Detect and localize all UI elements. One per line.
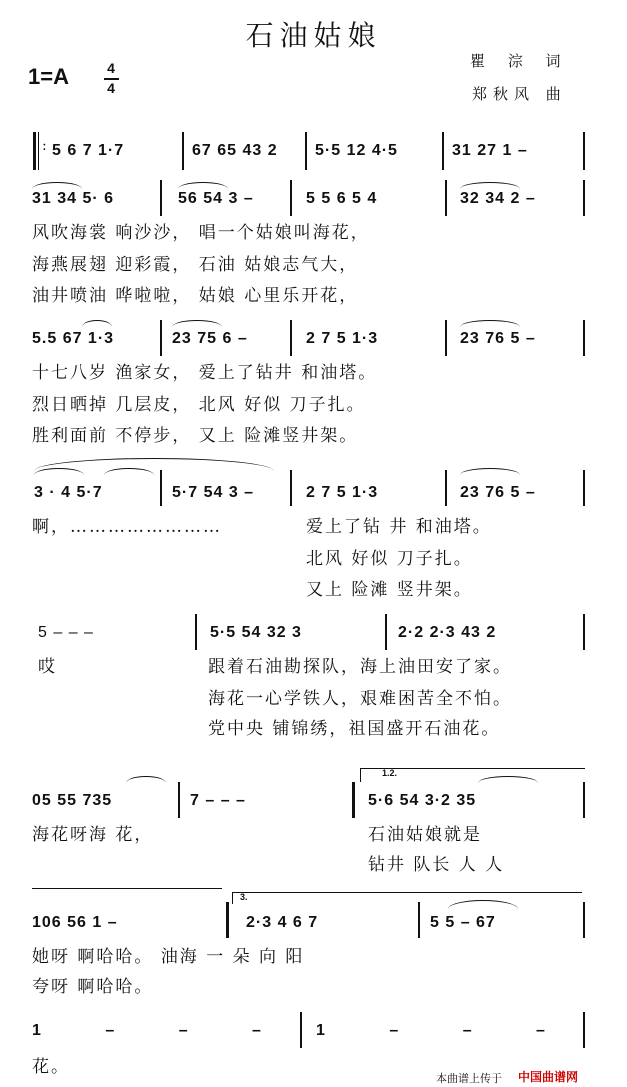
measure: 1 – – – — [32, 1022, 291, 1039]
slur — [460, 182, 520, 189]
measure: 5 5 – 67 — [430, 914, 496, 931]
slur — [34, 468, 84, 475]
slur — [448, 900, 518, 909]
slur — [478, 776, 538, 783]
barline — [442, 132, 444, 170]
barline — [583, 614, 585, 650]
barline — [290, 320, 292, 356]
site-logo[interactable]: 中国曲谱网 — [518, 1070, 579, 1084]
composer-credit: 郑秋风 曲 — [472, 85, 567, 103]
volta-bracket — [232, 892, 582, 893]
barline — [583, 180, 585, 216]
slur — [126, 776, 166, 783]
slur — [104, 468, 154, 475]
measure: 5·5 54 32 3 — [210, 624, 302, 641]
measure: 31 34 5· 6 — [32, 190, 115, 207]
measure: 106 56 1 – — [32, 914, 118, 931]
lyric-line: 海花呀海 花， — [32, 825, 154, 845]
measure: 2 7 5 1·3 — [306, 330, 379, 347]
measure: 56 54 3 – — [178, 190, 254, 207]
barline — [418, 902, 420, 938]
barline — [300, 1012, 302, 1048]
slur — [32, 182, 82, 189]
barline — [195, 614, 197, 650]
barline — [445, 320, 447, 356]
barline — [305, 132, 307, 170]
key-signature: 1=A — [28, 64, 69, 89]
volta-label: 3. — [240, 892, 248, 902]
repeat-start-thin — [38, 132, 39, 170]
lyric-line: 夸呀 啊哈哈。 — [32, 977, 154, 997]
measure: 5 – – – — [38, 624, 94, 641]
repeat-end-bar — [352, 782, 355, 818]
lyric-verse-2: 北风 好似 刀子扎。 — [306, 549, 473, 569]
lyric-verse-2: 海花一心学铁人，艰难困苦全不怕。 — [208, 689, 512, 709]
measure: 23 75 6 – — [172, 330, 248, 347]
measure: 1 – – – — [316, 1022, 575, 1039]
measure: 3 · 4 5·7 — [34, 484, 103, 501]
lyric-line: 她呀 啊哈哈。 油海 一 朵 向 阳 — [32, 947, 305, 967]
measure: 67 65 43 2 — [192, 142, 278, 159]
slur — [460, 468, 520, 475]
lyric-verse-1: 十七八岁 渔家女， 爱上了钻井 和油塔。 — [32, 363, 378, 383]
measure: 23 76 5 – — [460, 330, 536, 347]
slur — [178, 182, 228, 189]
time-signature-bottom: 4 — [107, 80, 115, 96]
barline — [583, 470, 585, 506]
barline — [290, 180, 292, 216]
barline — [583, 782, 585, 818]
measure: 2 7 5 1·3 — [306, 484, 379, 501]
slur — [460, 320, 520, 327]
volta-hook — [360, 768, 361, 782]
slur — [82, 320, 112, 327]
barline — [583, 902, 585, 938]
measure: 31 27 1 – — [452, 142, 528, 159]
lyric-verse-1: 跟着石油勘探队，海上油田安了家。 — [208, 657, 512, 677]
slur — [172, 320, 222, 327]
barline — [160, 180, 162, 216]
measure: 5.5 67 1·3 — [32, 330, 115, 347]
measure: 32 34 2 – — [460, 190, 536, 207]
repeat-start-bar — [33, 132, 36, 170]
final-barline — [583, 1012, 585, 1048]
barline — [583, 320, 585, 356]
barline — [445, 470, 447, 506]
barline — [583, 132, 585, 170]
lyric-verse-3: 又上 险滩 竖井架。 — [306, 580, 473, 600]
lyric-interjection: 哎 — [38, 657, 57, 677]
measure: 5 5 6 5 4 — [306, 190, 378, 207]
measure: 5·5 12 4·5 — [315, 142, 398, 159]
repeat-end-bar — [226, 902, 229, 938]
footer-upload-note: 本曲谱上传于 — [436, 1073, 502, 1085]
measure: 2·3 4 6 7 — [246, 914, 319, 931]
barline — [160, 320, 162, 356]
lyric-interjection: 啊，…………………… — [32, 517, 222, 537]
measure: 5 6 7 1·7 — [52, 142, 125, 159]
lyric-verse-1: 爱上了钻 井 和油塔。 — [306, 517, 492, 537]
lyric-verse-2: 海燕展翅 迎彩霞， 石油 姑娘志气大， — [32, 255, 359, 275]
barline — [178, 782, 180, 818]
barline — [290, 470, 292, 506]
lyric-verse-2: 烈日晒掉 几层皮， 北风 好似 刀子扎。 — [32, 395, 366, 415]
measure: 23 76 5 – — [460, 484, 536, 501]
lyric-verse-3: 党中央 铺锦绣，祖国盛开石油花。 — [208, 719, 501, 739]
song-title: 石油姑娘 — [245, 19, 382, 52]
lyric-verse-3: 胜利面前 不停步， 又上 险滩竖井架。 — [32, 426, 359, 446]
volta-hook — [232, 892, 233, 904]
measure: 5·7 54 3 – — [172, 484, 255, 501]
time-signature-top: 4 — [107, 60, 115, 76]
barline — [160, 470, 162, 506]
barline — [182, 132, 184, 170]
lyricist-credit: 瞿 淙 词 — [470, 52, 570, 70]
measure: 5·6 54 3·2 35 — [368, 792, 477, 809]
volta-label: 1.2. — [382, 768, 398, 778]
measure: 2·2 2·3 43 2 — [398, 624, 497, 641]
measure: 7 – – – — [190, 792, 246, 809]
lyric-verse-3: 油井喷油 哗啦啦， 姑娘 心里乐开花， — [32, 286, 359, 306]
volta-bracket — [32, 888, 222, 889]
measure: 05 55 735 — [32, 792, 113, 809]
lyric-verse-1: 风吹海裳 响沙沙， 唱一个姑娘叫海花， — [32, 223, 370, 243]
lyric-line: 石油姑娘就是 — [368, 825, 482, 845]
lyric-line: 钻井 队长 人 人 — [368, 855, 505, 875]
barline — [385, 614, 387, 650]
barline — [445, 180, 447, 216]
repeat-dots: : — [42, 138, 47, 154]
lyric-final: 花。 — [32, 1057, 70, 1077]
